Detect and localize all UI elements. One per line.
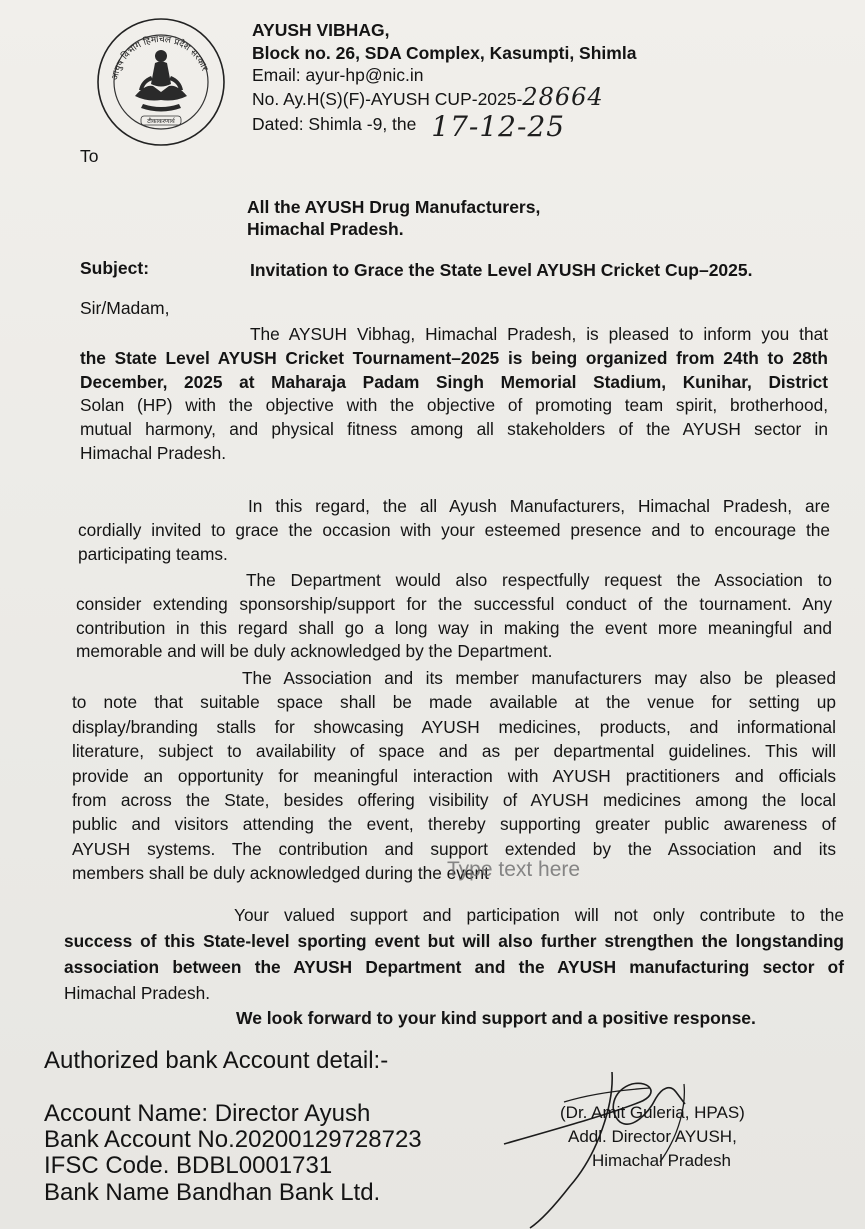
- paragraph-line: literature, subject to availability of space and as per departmental guidelines. This will: [72, 741, 836, 762]
- paragraph-stalls: [72, 666, 836, 886]
- paragraph-line: members shall be duly acknowledged during the event: [72, 863, 489, 884]
- emblem-arc-text: आयुष विभाग हिमाचल प्रदेश सरकार: [110, 34, 210, 82]
- subject-label: Subject:: [80, 258, 150, 278]
- department-email: Email: ayur-hp@nic.in: [252, 65, 424, 85]
- type-text-here-overlay[interactable]: Type text here: [447, 858, 581, 881]
- signatory-name: (Dr. Amit Guleria, HPAS): [560, 1103, 745, 1122]
- paragraph-line: public and visitors attending the event, thereby supporting greater public awareness of: [72, 814, 836, 835]
- closing-line: We look forward to your kind support and a positive response.: [236, 1008, 756, 1028]
- paragraph-line: Himachal Pradesh.: [80, 442, 226, 463]
- reference-number-line: [252, 83, 604, 111]
- paragraph-line: memorable and will be duly acknowledged by the Department.: [76, 641, 553, 662]
- paragraph-line: to note that suitable space shall be made available at the venue for setting up: [72, 692, 836, 713]
- bank-heading: Authorized bank Account detail:-: [44, 1047, 389, 1074]
- paragraph-line: The Association and its member manufacturers may also be pleased: [242, 668, 836, 688]
- paragraph-line: Solan (HP) with the objective with the objective of promoting team spirit, brotherhood,: [80, 395, 828, 416]
- department-name: AYUSH VIBHAG,: [252, 20, 390, 40]
- paragraph-line: The Department would also respectfully request the Association to: [246, 570, 832, 590]
- paragraph-intro: [80, 323, 828, 466]
- subject-text: Invitation to Grace the State Level AYUSH Cricket Cup–2025.: [250, 260, 753, 280]
- paragraph-closing: [64, 902, 844, 1006]
- paragraph-line: In this regard, the all Ayush Manufacturers, Himachal Pradesh, are: [248, 496, 830, 516]
- paragraph-line: provide an opportunity for meaningful interaction with AYUSH practitioners and officials: [72, 765, 836, 786]
- paragraph-line: The AYSUH Vibhag, Himachal Pradesh, is pleased to inform you that: [250, 324, 828, 344]
- paragraph-line: from across the State, besides offering visibility of AYUSH medicines among the local: [72, 790, 836, 811]
- to-label: To: [80, 146, 99, 166]
- signatory-state: Himachal Pradesh: [592, 1151, 731, 1170]
- paragraph-sponsorship: [76, 569, 832, 664]
- paragraph-line: cordially invited to grace the occasion with your esteemed presence and to encourage the: [78, 519, 830, 540]
- recipient-line-1: All the AYUSH Drug Manufacturers,: [247, 197, 541, 217]
- paragraph-line: Himachal Pradesh.: [64, 983, 210, 1003]
- reference-number-prefix: No. Ay.H(S)(F)-AYUSH CUP-2025-: [252, 89, 523, 109]
- paragraph-line: association between the AYUSH Department and the AYUSH manufacturing sector of: [64, 957, 844, 977]
- paragraph-line: the State Level AYUSH Cricket Tournament–2025 is being organized from 24th to 28th: [80, 347, 828, 368]
- paragraph-line: success of this State-level sporting event but will also further strengthen the longstanding: [64, 931, 844, 951]
- paragraph-line: contribution in this regard shall go a long way in making the event more meaningful and: [76, 617, 832, 638]
- dated-line: [252, 110, 566, 143]
- recipient-line-2: Himachal Pradesh.: [247, 219, 404, 239]
- department-address: Block no. 26, SDA Complex, Kasumpti, Shimla: [252, 43, 637, 63]
- dated-prefix: Dated: Shimla -9, the: [252, 114, 417, 134]
- ayush-emblem-logo: [95, 16, 227, 148]
- paragraph-line: Your valued support and participation will not only contribute to the: [234, 905, 844, 925]
- emblem-footer-text: टीकाकरणार्थ: [147, 118, 175, 125]
- bank-account-name: Account Name: Director Ayush: [44, 1100, 371, 1127]
- paragraph-line: participating teams.: [78, 543, 228, 564]
- dated-handwritten: 17-12-25: [431, 110, 566, 143]
- paragraph-line: December, 2025 at Maharaja Padam Singh Memorial Stadium, Kunihar, District: [80, 371, 828, 392]
- signatory-designation: Addl. Director AYUSH,: [568, 1127, 737, 1146]
- paragraph-line: AYUSH systems. The contribution and support extended by the Association and its: [72, 838, 836, 859]
- bank-account-number: Bank Account No.20200129728723: [44, 1126, 422, 1153]
- paragraph-line: consider extending sponsorship/support for the successful conduct of the tournament. Any: [76, 593, 832, 614]
- paragraph-line: mutual harmony, and physical fitness among all stakeholders of the AYUSH sector in: [80, 419, 828, 440]
- bank-name: Bank Name Bandhan Bank Ltd.: [44, 1179, 381, 1206]
- salutation: Sir/Madam,: [80, 298, 170, 318]
- recipient-block: [247, 196, 540, 240]
- paragraph-line: display/branding stalls for showcasing AYUSH medicines, products, and informational: [72, 716, 836, 737]
- paragraph-invitation: [78, 495, 830, 566]
- reference-number-handwritten: 28664: [522, 83, 604, 111]
- bank-ifsc-code: IFSC Code. BDBL0001731: [44, 1152, 333, 1179]
